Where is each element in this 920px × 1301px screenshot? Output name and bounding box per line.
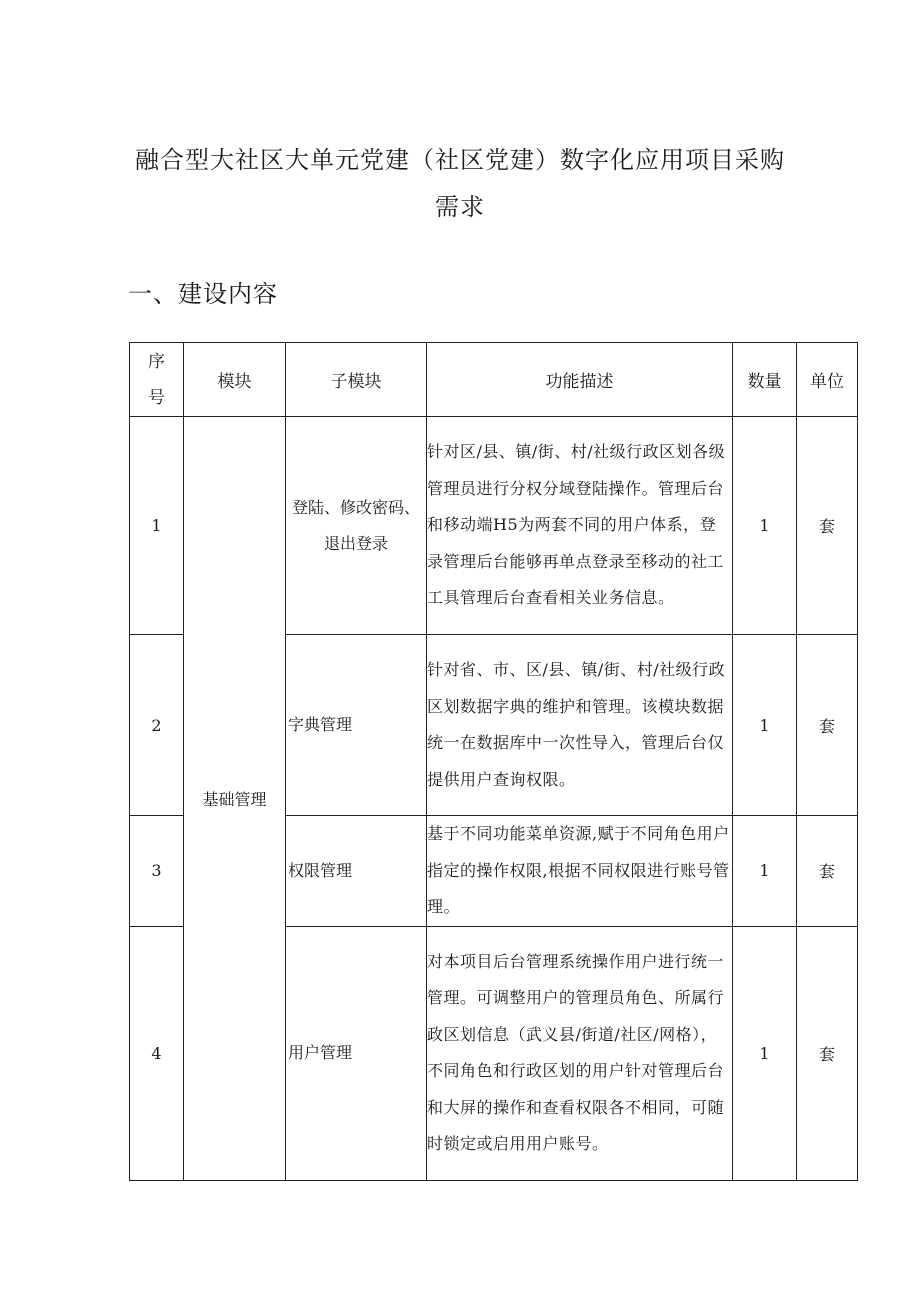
- section-heading: 一、建设内容: [128, 280, 278, 308]
- row-description: 基于不同功能菜单资源,赋于不同角色用户指定的操作权限,根据不同权限进行账号管理。: [427, 816, 733, 927]
- row-quantity: 1: [733, 417, 797, 635]
- row-description: 针对区/县、镇/街、村/社级行政区划各级管理员进行分权分域登陆操作。管理后台和移动端H5为两套不同的用户体系，登录管理后台能够再单点登录至移动的社工工具管理后台查看相关业务信息。: [427, 417, 733, 635]
- header-quantity: 数量: [733, 343, 797, 417]
- row-description: 对本项目后台管理系统操作用户进行统一管理。可调整用户的管理员角色、所属行政区划信息（武义县/街道/社区/网格），不同角色和行政区划的用户针对管理后台和大屏的操作和查看权限各不相同，可随时锁定或启用用户账号。: [427, 926, 733, 1180]
- row-unit: 套: [797, 635, 858, 816]
- header-submodule: 子模块: [286, 343, 427, 417]
- row-seq: 2: [130, 635, 184, 816]
- row-unit: 套: [797, 926, 858, 1180]
- row-submodule: 权限管理: [286, 816, 427, 927]
- row-unit: 套: [797, 816, 858, 927]
- table-row: [130, 417, 858, 635]
- header-module: 模块: [184, 343, 286, 417]
- header-description: 功能描述: [427, 343, 733, 417]
- requirements-table: [129, 342, 858, 1181]
- row-description: 针对省、市、区/县、镇/街、村/社级行政区划数据字典的维护和管理。该模块数据统一在数据库中一次性导入，管理后台仅提供用户查询权限。: [427, 635, 733, 816]
- row-quantity: 1: [733, 635, 797, 816]
- header-seq: 序号: [130, 343, 184, 417]
- row-submodule: 用户管理: [286, 926, 427, 1180]
- row-unit: 套: [797, 417, 858, 635]
- header-unit: 单位: [797, 343, 858, 417]
- row-submodule: 字典管理: [286, 635, 427, 816]
- document-title-line-2: 需求: [435, 193, 485, 221]
- row-quantity: 1: [733, 926, 797, 1180]
- module-cell: 基础管理: [184, 417, 286, 1181]
- row-seq: 1: [130, 417, 184, 635]
- document-title-line-1: 融合型大社区大单元党建（社区党建）数字化应用项目采购: [135, 146, 785, 174]
- row-quantity: 1: [733, 816, 797, 927]
- row-submodule: 登陆、修改密码、退出登录: [286, 417, 427, 635]
- row-seq: 3: [130, 816, 184, 927]
- table-header-row: [130, 343, 858, 417]
- row-seq: 4: [130, 926, 184, 1180]
